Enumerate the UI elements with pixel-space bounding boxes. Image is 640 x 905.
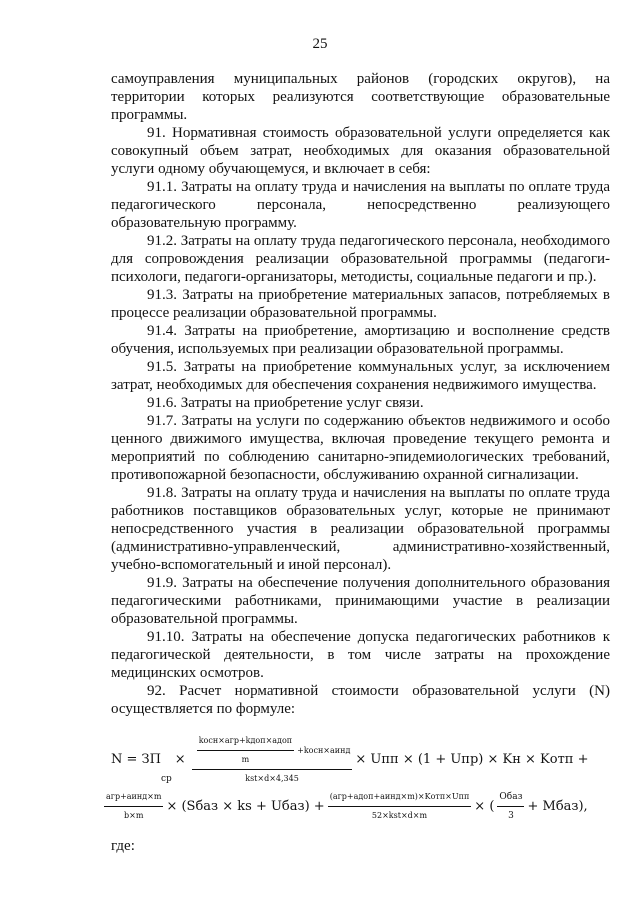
paragraph-91-1: 91.1. Затраты на оплату труда и начисления на выплаты по оплате труда педагогического персонала, непосредственно реализующего образовательную программу. [111, 179, 610, 231]
formula-upp-part: × Uпп × (1 + Uпр) × Kн × Kотп + [355, 752, 589, 767]
formula-f2-den: b×m [124, 811, 144, 820]
formula-inner-den: kst×d×4,345 [245, 774, 299, 783]
formula-f4-post: + Mбаз), [527, 798, 588, 814]
formula-inner-num-b: +kосн×aинд [297, 745, 351, 755]
formula-fraction-3 [328, 788, 472, 825]
paragraph-91-2: 91.2. Затраты на оплату труда педагогического персонала, необходимого для сопровождения реализации образовательной программы (педагоги-психологи, педагоги-организаторы, методисты, социальные педагоги и пр.). [111, 233, 610, 285]
formula-line-2 [101, 788, 588, 825]
paragraph-91-6: 91.6. Затраты на приобретение услуг связи. [147, 395, 424, 411]
paragraph-91-5: 91.5. Затраты на приобретение коммунальных услуг, за исключением затрат, необходимых для обеспечения сохранения недвижимого имущества. [111, 359, 610, 393]
formula-fraction-2 [104, 788, 163, 825]
formula-fraction-4 [497, 788, 524, 825]
paragraph-91-3: 91.3. Затраты на приобретение материальных запасов, потребляемых в процессе реализации образовательной программы. [111, 287, 610, 321]
paragraph-91-7: 91.7. Затраты на услуги по содержанию объектов недвижимого и особо ценного движимого имущества, включая проведение текущего ремонта и мероприятий по соблюдению санитарно-эпидемиологических требований, противопожарной безопасности, обслуживанию охранной сигнализации. [111, 413, 610, 483]
formula-f3-num: (aгр+aдоп+aинд×m)×Kотп×Uпп [328, 788, 472, 807]
paragraph-91-10: 91.10. Затраты на обеспечение допуска педагогических работников к педагогической деятельности, в том числе затраты на прохождение медицинских осмотров. [111, 629, 610, 681]
formula-lhs: N = ЗП [111, 752, 161, 767]
paragraph-91-4: 91.4. Затраты на приобретение, амортизацию и восполнение средств обучения, используемых при реализации образовательной программы. [111, 323, 610, 357]
page-number: 25 [312, 36, 328, 52]
formula-mid: × (Sбаз × ks + Uбаз) + [166, 798, 325, 814]
formula-inner-num-m: m [241, 755, 250, 764]
formula-line-1 [111, 732, 588, 788]
formula-f3-den: 52×kst×d×m [371, 811, 428, 820]
formula-main-fraction [192, 732, 353, 788]
cost-formula [106, 724, 610, 834]
formula-f4-num: Oбаз [497, 788, 524, 807]
formula-f4-den: 3 [508, 811, 514, 821]
formula-lhs-sub: ср [160, 774, 172, 784]
paragraph-92: 92. Расчет нормативной стоимости образовательной услуги (N) осуществляется по формуле: [111, 683, 610, 717]
paragraph-continuation: самоуправления муниципальных районов (городских округов), на территории которых реализуются соответствующие образовательные программы. [111, 71, 610, 123]
formula-inner-fraction [197, 732, 294, 769]
formula-f4-pre: × ( [474, 798, 495, 814]
paragraph-91-8: 91.8. Затраты на оплату труда и начисления на выплаты по оплате труда работников поставщиков образовательных услуг, которые не принимают непосредственного участия в реализации образовательной программы (административно-управленческий, административно-хозяйственный, учебно-вспомогательный и иной персонал). [111, 485, 610, 573]
formula-f2-num: aгр+aинд×m [104, 788, 163, 807]
paragraph-91-9: 91.9. Затраты на обеспечение получения дополнительного образования педагогическими работниками, принимающими участие в реализации образовательной программы. [111, 575, 610, 627]
paragraph-91: 91. Нормативная стоимость образовательной услуги определяется как совокупный объем затрат, необходимых для оказания образовательной услуги одному обучающемуся, и включает в себя: [111, 125, 610, 177]
document-body [106, 70, 610, 834]
formula-inner-num-a: kосн×aгр+kдоп×aдоп [197, 732, 294, 751]
formula-times: × [174, 752, 186, 767]
where-label: где: [111, 838, 135, 854]
